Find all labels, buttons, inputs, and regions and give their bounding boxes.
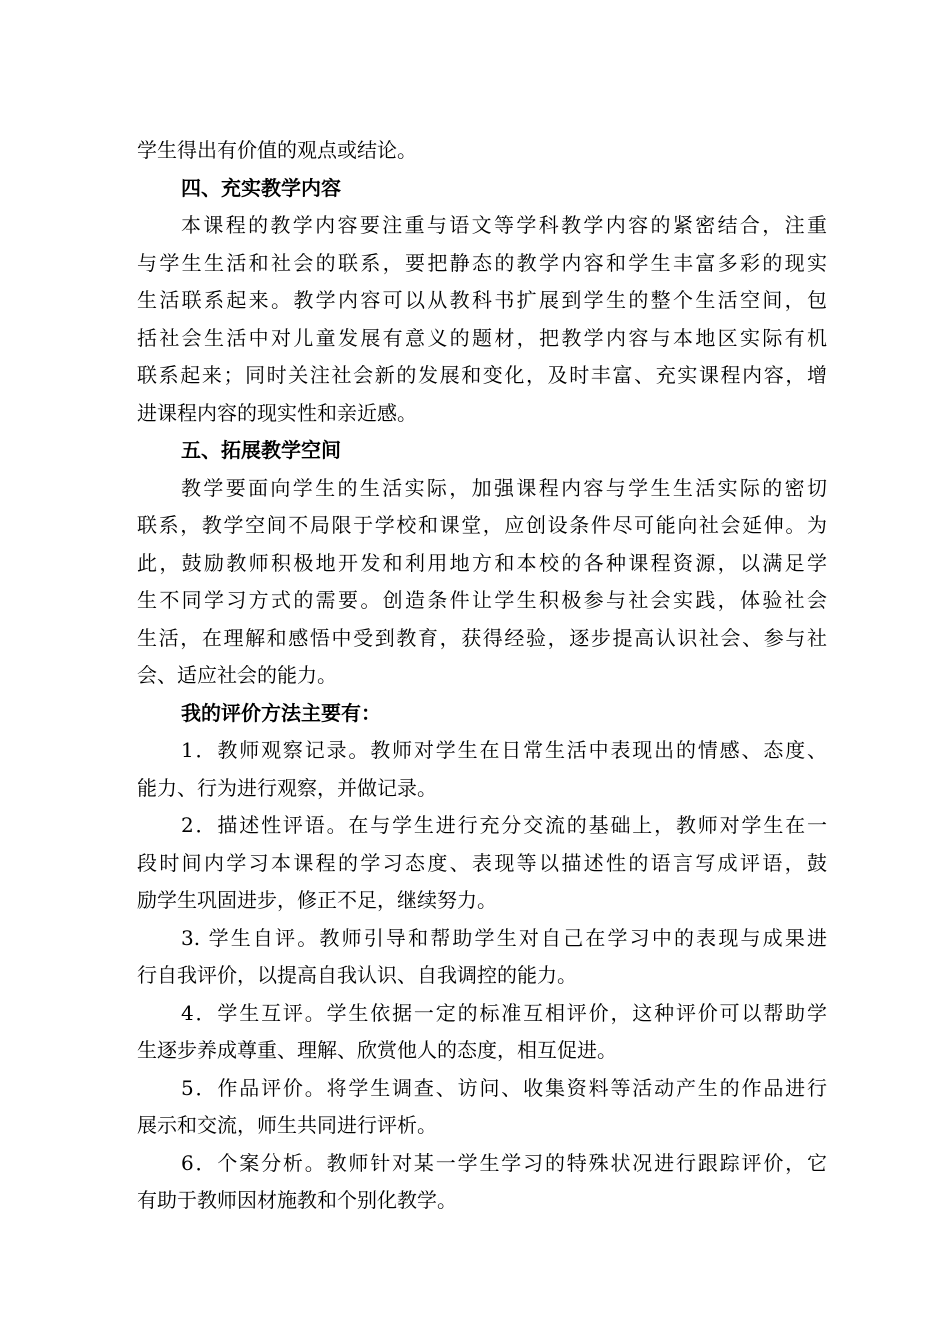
paragraph-line: 联系，教学空间不局限于学校和课堂，应创设条件尽可能向社会延伸。为	[137, 513, 827, 537]
paragraph-first-line: 5．作品评价。将学生调查、访问、收集资料等活动产生的作品进行	[181, 1075, 827, 1100]
paragraph-first-line: 教学要面向学生的生活实际，加强课程内容与学生生活实际的密切	[181, 475, 827, 500]
paragraph-first-line: 4．学生互评。学生依据一定的标准互相评价，这种评价可以帮助学	[181, 1000, 827, 1025]
paragraph-first-line: 2．描述性评语。在与学生进行充分交流的基础上，教师对学生在一	[181, 813, 827, 837]
paragraph-last-line: 生逐步养成尊重、理解、欣赏他人的态度，相互促进。	[137, 1038, 617, 1062]
paragraph-last-line: 励学生巩固进步，修正不足，继续努力。	[137, 888, 497, 912]
document-body	[137, 132, 827, 1220]
paragraph-last-line: 有助于教师因材施教和个别化教学。	[137, 1188, 457, 1212]
paragraph-line: 与学生生活和社会的联系，要把静态的教学内容和学生丰富多彩的现实	[137, 250, 827, 275]
paragraph-last-line: 会、适应社会的能力。	[137, 663, 337, 687]
paragraph-first-line: 1．教师观察记录。教师对学生在日常生活中表现出的情感、态度、	[181, 738, 827, 762]
paragraph-line: 生活，在理解和感悟中受到教育，获得经验，逐步提高认识社会、参与社	[137, 625, 827, 650]
paragraph-last-line: 学生得出有价值的观点或结论。	[137, 138, 417, 162]
paragraph-last-line: 进课程内容的现实性和亲近感。	[137, 400, 417, 425]
section-heading: 五、拓展教学空间	[181, 438, 341, 462]
paragraph-first-line: 3. 学生自评。教师引导和帮助学生对自己在学习中的表现与成果进	[181, 925, 827, 950]
paragraph-last-line: 展示和交流，师生共同进行评析。	[137, 1113, 437, 1137]
paragraph-first-line: 6．个案分析。教师针对某一学生学习的特殊状况进行跟踪评价，它	[181, 1150, 827, 1175]
paragraph-first-line: 本课程的教学内容要注重与语文等学科教学内容的紧密结合，注重	[181, 213, 827, 237]
paragraph-last-line: 能力、行为进行观察，并做记录。	[137, 775, 437, 800]
section-heading: 我的评价方法主要有：	[181, 700, 381, 725]
paragraph-line: 联系起来；同时关注社会新的发展和变化，及时丰富、充实课程内容，增	[137, 363, 827, 387]
paragraph-last-line: 行自我评价，以提高自我认识、自我调控的能力。	[137, 963, 577, 987]
section-heading: 四、充实教学内容	[181, 175, 341, 200]
paragraph-line: 此，鼓励教师积极地开发和利用地方和本校的各种课程资源，以满足学	[137, 550, 827, 575]
paragraph-line: 生活联系起来。教学内容可以从教科书扩展到学生的整个生活空间，包	[137, 288, 827, 312]
paragraph-line: 括社会生活中对儿童发展有意义的题材，把教学内容与本地区实际有机	[137, 325, 827, 350]
paragraph-line: 生不同学习方式的需要。创造条件让学生积极参与社会实践，体验社会	[137, 588, 827, 612]
paragraph-line: 段时间内学习本课程的学习态度、表现等以描述性的语言写成评语，鼓	[137, 850, 827, 875]
